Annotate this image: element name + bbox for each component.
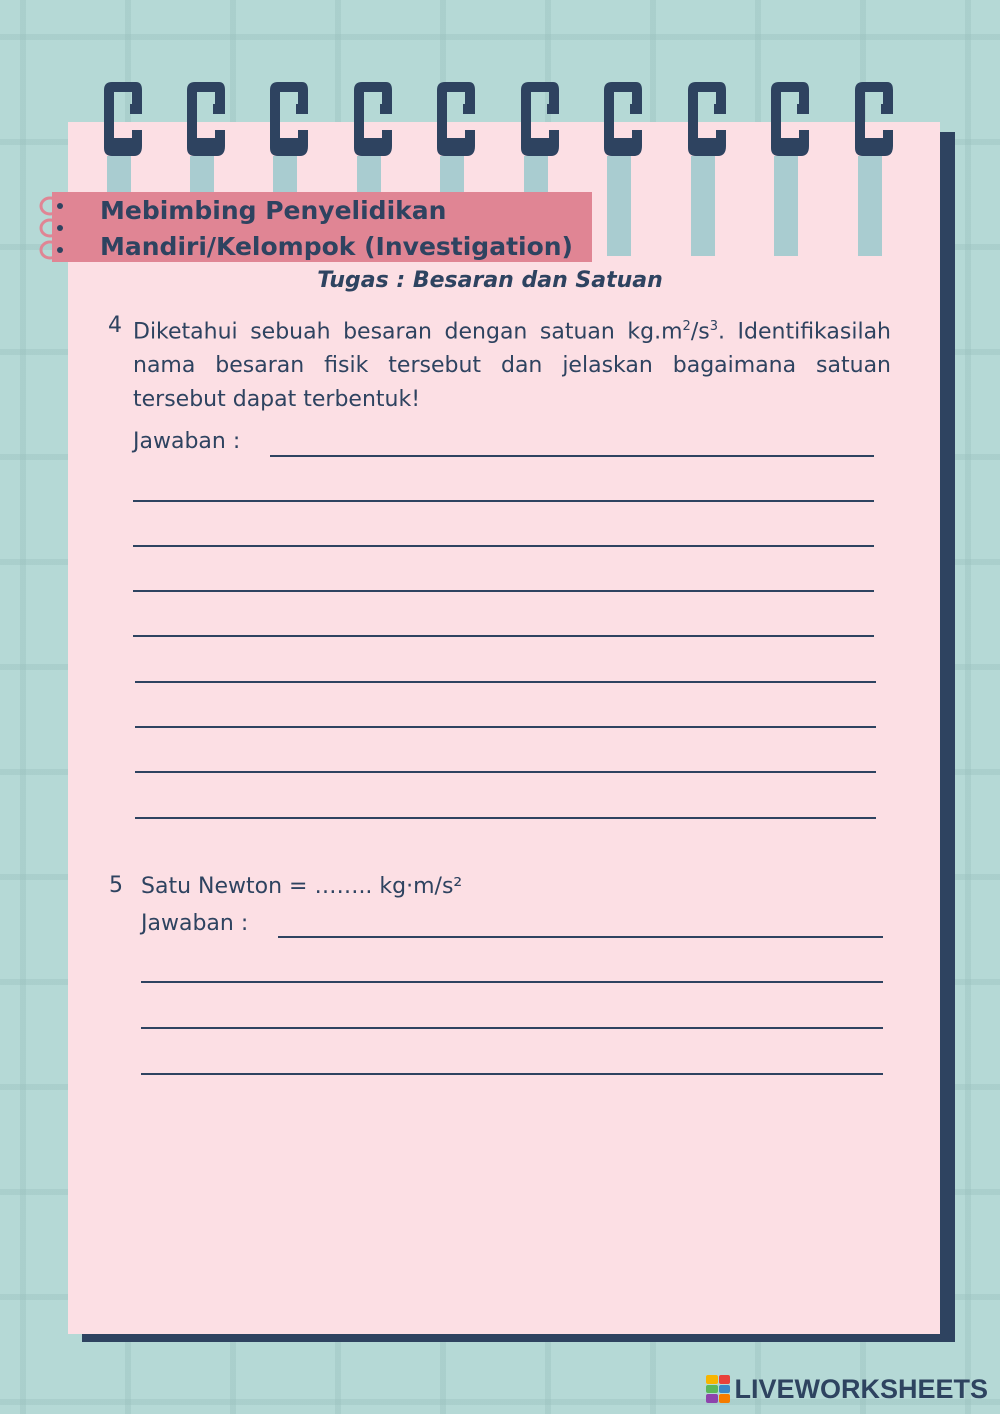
spiral-ring-icon	[266, 80, 310, 158]
spiral-ring-icon	[100, 80, 144, 158]
question-4-text	[133, 310, 891, 417]
spiral-ring-icon	[684, 80, 728, 158]
answer-line[interactable]	[135, 771, 876, 773]
liveworksheets-mark-icon	[706, 1375, 730, 1403]
spiral-ring-icon	[851, 80, 895, 158]
question-4-answer-label: Jawaban :	[133, 429, 241, 454]
spiral-ring-icon	[600, 80, 644, 158]
answer-line[interactable]	[133, 635, 874, 637]
answer-line[interactable]	[141, 1073, 883, 1075]
answer-line[interactable]	[135, 817, 876, 819]
spiral-ring-icon	[350, 80, 394, 158]
liveworksheets-wordmark: LIVEWORKSHEETS	[734, 1373, 988, 1404]
answer-line[interactable]	[141, 1027, 883, 1029]
spiral-ring-icon	[517, 80, 561, 158]
spiral-ring-icon	[767, 80, 811, 158]
answer-line[interactable]	[133, 500, 874, 502]
answer-line[interactable]	[278, 936, 883, 938]
question-4-text-b: /s	[690, 319, 710, 345]
spiral-ring-icon	[433, 80, 477, 158]
page-title	[100, 193, 573, 265]
banner-coil-icon	[38, 192, 68, 264]
notebook-page	[68, 122, 940, 1334]
answer-line[interactable]	[133, 545, 874, 547]
page-title-line1: Mebimbing Penyelidikan	[100, 196, 447, 225]
question-4-text-a: Diketahui sebuah besaran dengan satuan kg.m	[133, 319, 683, 345]
question-5-text: Satu Newton = …….. kg·m/s²	[141, 874, 463, 899]
liveworksheets-logo[interactable]	[706, 1372, 988, 1406]
page-subtitle: Tugas : Besaran dan Satuan	[317, 268, 663, 293]
question-5-answer-label: Jawaban :	[141, 911, 249, 936]
question-4-text-c: . Identifikasilah nama besaran fisik tersebut dan jelaskan bagaimana satuan tersebut dapat terbentuk!	[133, 319, 891, 413]
answer-line[interactable]	[270, 455, 874, 457]
question-4-sup-1: 2	[682, 319, 691, 334]
answer-line[interactable]	[141, 981, 883, 983]
question-5-number: 5	[109, 873, 123, 898]
page-title-line2: Mandiri/Kelompok (Investigation)	[100, 232, 573, 261]
answer-line[interactable]	[135, 726, 876, 728]
question-4-number: 4	[108, 313, 122, 338]
answer-line[interactable]	[135, 681, 876, 683]
answer-line[interactable]	[133, 590, 874, 592]
question-4-sup-2: 3	[709, 319, 718, 334]
spiral-ring-icon	[183, 80, 227, 158]
